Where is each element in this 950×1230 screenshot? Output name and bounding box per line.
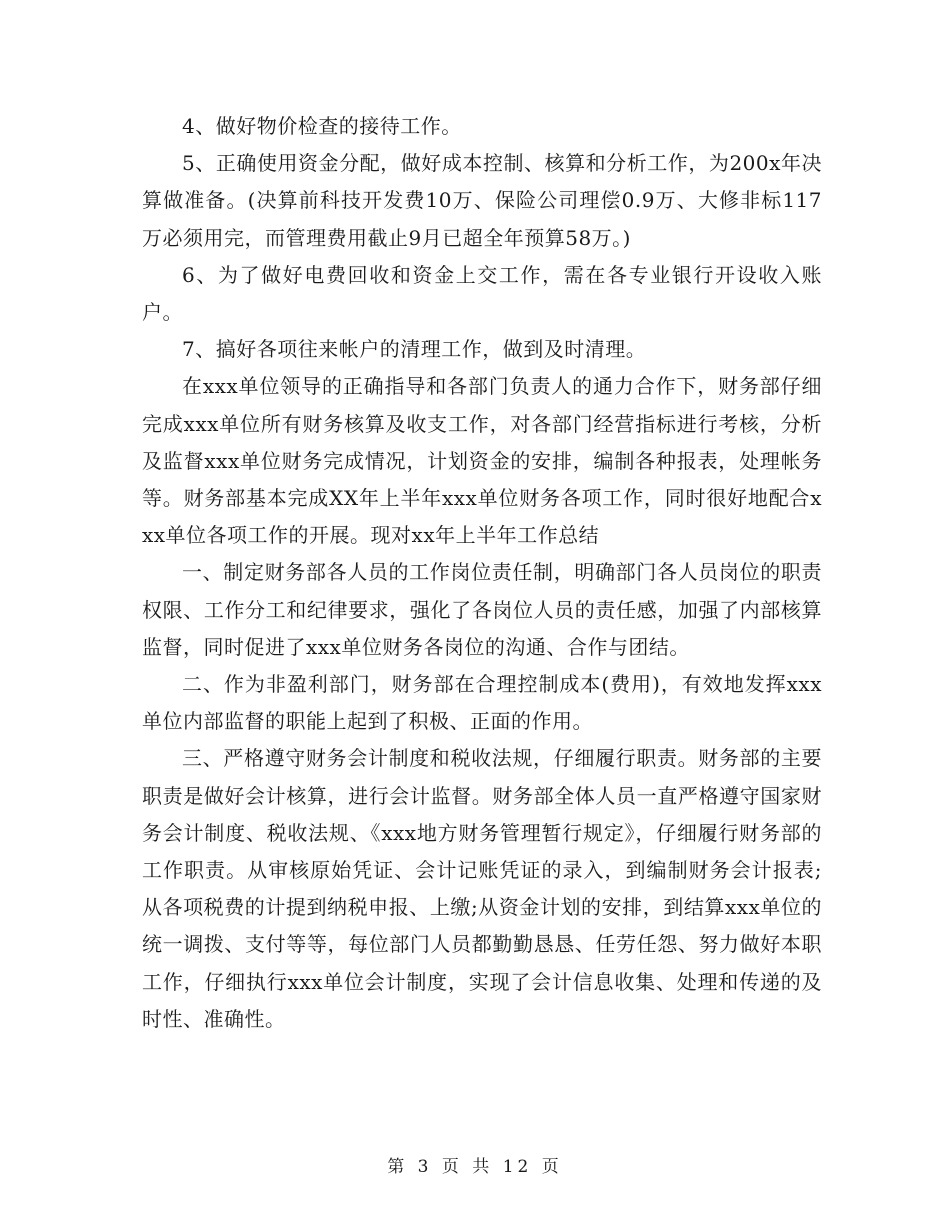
- page-number-footer: 第 3 页 共 12 页: [387, 1157, 563, 1177]
- paragraph-intro: 在xxx单位领导的正确指导和各部门负责人的通力合作下，财务部仔细完成xxx单位所有财务核算及收支工作，对各部门经营指标进行考核，分析及监督xxx单位财务完成情况，计划资金的安排，编制各种报表，处理帐务等。财务部基本完成XX年上半年xxx单位财务各项工作，同时很好地配合xxx单位各项工作的开展。现对xx年上半年工作总结: [142, 374, 822, 548]
- paragraph-item-4: 4、做好物价检查的接待工作。: [182, 114, 462, 138]
- paragraph-section-2: 二、作为非盈利部门，财务部在合理控制成本(费用)，有效地发挥xxx单位内部监督的职能上起到了积极、正面的作用。: [142, 672, 822, 734]
- paragraph-item-5: 5、正确使用资金分配，做好成本控制、核算和分析工作，为200x年决算做准备。(决算前科技开发费10万、保险公司理偿0.9万、大修非标117万必须用完，而管理费用截止9月已超全年预算58万。): [142, 151, 822, 250]
- paragraph-item-6: 6、为了做好电费回收和资金上交工作，需在各专业银行开设收入账户。: [142, 262, 822, 325]
- paragraph-item-7: 7、搞好各项往来帐户的清理工作，做到及时清理。: [182, 337, 647, 362]
- paragraph-section-3: 三、严格遵守财务会计制度和税收法规，仔细履行职责。财务部的主要职责是做好会计核算，进行会计监督。财务部全体人员一直严格遵守国家财务会计制度、税收法规、《xxx地方财务管理暂行规定》，仔细履行财务部的工作职责。从审核原始凭证、会计记账凭证的录入，到编制财务会计报表;从各项税费的计提到纳税申报、上缴;从资金计划的安排，到结算xxx单位的统一调拨、支付等等，每位部门人员都勤勤恳恳、任劳任怨、努力做好本职工作，仔细执行xxx单位会计制度，实现了会计信息收集、处理和传递的及时性、准确性。: [142, 746, 822, 1031]
- document-body: [142, 108, 822, 1038]
- paragraph-section-1: 一、制定财务部各人员的工作岗位责任制，明确部门各人员岗位的职责权限、工作分工和纪律要求，强化了各岗位人员的责任感，加强了内部核算监督，同时促进了xxx单位财务各岗位的沟通、合作与团结。: [142, 560, 822, 659]
